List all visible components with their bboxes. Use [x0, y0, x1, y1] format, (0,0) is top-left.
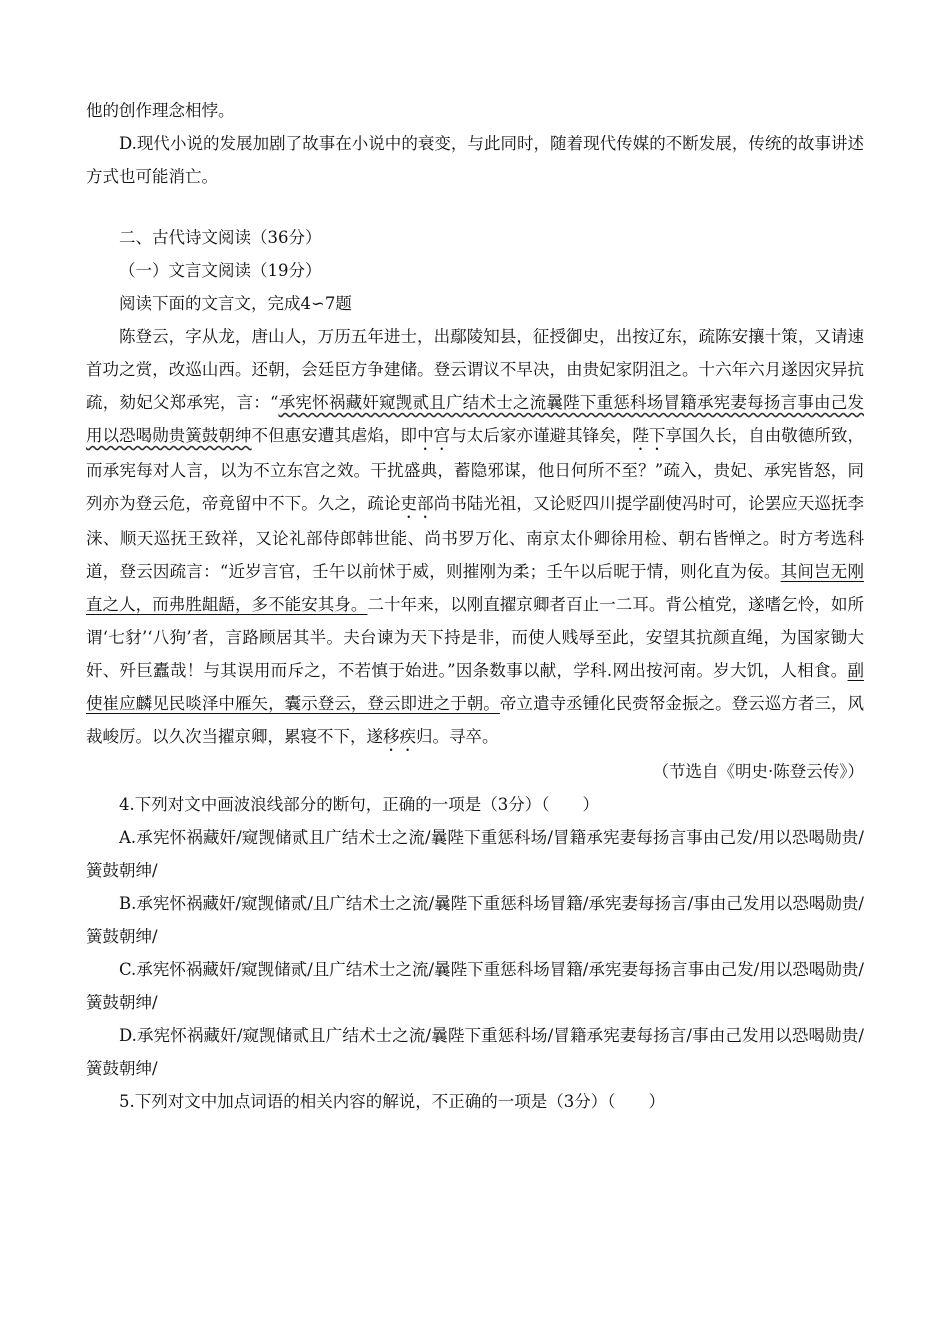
- underlined-sentence: 其间岂无刚直之人，而弗胜龃龉，多不能安其身。: [86, 562, 865, 614]
- passage-text: 二十年来，以刚直擢京卿者百止一二耳。背公植党，遂嗜乞怜，如所谓‘七豺’‘八狗’者，言路顾居其半。夫台谏为天下持是非，而使人贱辱至此，安望其抗颜直绳，为国家锄大奸、歼巨蠹哉！与其误用而斥之，不若慎于始进。”因条数事以献，学科.网出按河南。岁大饥，人相食。: [86, 595, 865, 680]
- subsection-heading: （一）文言文阅读（19分）: [119, 261, 322, 280]
- question-4-stem: 4.下列对文中画波浪线部分的断句，正确的一项是（3分）（ ）: [119, 795, 599, 814]
- dotted-term: 陛下: [632, 426, 666, 445]
- dotted-term: 吏部: [400, 494, 434, 513]
- passage-source: （节选自《明史·陈登云传》）: [652, 762, 864, 781]
- passage-text: 帝立遣寺丞锺化民赍帑金振之。登云巡方者三，风裁峻厉。以久次当擢京卿，累寝不下，遂: [86, 694, 865, 746]
- passage-text: 归。寻卒。: [416, 727, 499, 746]
- classical-passage: [86, 320, 864, 755]
- continued-line: 他的创作理念相悖。: [86, 101, 235, 120]
- question-4-option-b: B.承宪怀祸藏奸/窥觊储贰/且广结术士之流/曩陛下重惩科场冒籍/承宪妻每扬言/事由己发用以恐喝勋贵/簧鼓朝绅/: [86, 894, 864, 946]
- option-d-prev: D.现代小说的发展加剧了故事在小说中的衰变，与此同时，随着现代传媒的不断发展，传统的故事讲述方式也可能消亡。: [86, 134, 864, 186]
- dotted-term: 移疾: [383, 727, 416, 746]
- section-heading: 二、古代诗文阅读（36分）: [119, 228, 322, 247]
- passage-text: 尚书陆光祖，又论贬四川提学副使冯时可，论罢应天巡抚李涞、顺天巡抚王致祥，又论礼部侍郎韩世能、尚书罗万化、南京太仆卿徐用检、朝右皆惮之。时方考选科道，登云因疏言：“近岁言官，壬午以前怵于威，则摧刚为柔；壬午以后昵于情，则化直为佞。: [86, 494, 865, 581]
- passage-text: 与太后家亦谨避其锋矣，: [450, 426, 633, 445]
- passage-text: 享国久长，自由敬德所致，而承宪每对人言，以为不立东宫之效。干扰盛典，蓄隐邪谋，他日何所不至？”疏入，贵妃、承宪皆怒，同列亦为登云危，帝竟留中不下。久之，疏论: [86, 426, 865, 513]
- dotted-term: 中宫: [417, 426, 451, 445]
- spacer: [86, 193, 864, 221]
- underlined-sentence: 副使崔应麟见民啖泽中雁矢，囊示登云，登云即进之于朝。: [86, 661, 864, 713]
- question-4-option-a: A.承宪怀祸藏奸/窥觊储贰且广结术士之流/曩陛下重惩科场/冒籍承宪妻每扬言事由己发/用以恐喝勋贵/簧鼓朝绅/: [86, 828, 864, 880]
- question-5-stem: 5.下列对文中加点词语的相关内容的解说，不正确的一项是（3分）（ ）: [119, 1092, 665, 1111]
- question-4-option-c: C.承宪怀祸藏奸/窥觊储贰/且广结术士之流/曩陛下重惩科场冒籍/承宪妻每扬言事由己发/用以恐喝勋贵/簧鼓朝绅/: [86, 960, 864, 1012]
- instruction: 阅读下面的文言文，完成4∽7题: [119, 294, 352, 313]
- question-4-option-d: D.承宪怀祸藏奸/窥觊储贰且广结术士之流/曩陛下重惩科场/冒籍承宪妻每扬言/事由己发用以恐喝勋贵/簧鼓朝绅/: [86, 1026, 864, 1078]
- passage-text: 陈登云，字从龙，唐山人，万历五年进士，出鄢陵知县，征授御史，出按辽东，疏陈安攘十策，又请速首功之赏，改巡山西。还朝，会廷臣方争建储。登云谓议不早决，由贵妃家阴沮之。十六年六月遂因灾异抗疏，劾妃父郑承宪，言：“: [86, 327, 864, 412]
- wavy-underlined-text: 承宪怀祸藏奸窥觊贰且广结术士之流曩陛下重惩科场冒籍承宪妻每扬言事由己发用以恐喝勋贵簧鼓朝绅: [86, 393, 865, 445]
- document-page: [86, 94, 864, 1118]
- passage-text: 不但惠安遭其虐焰，即: [251, 426, 418, 445]
